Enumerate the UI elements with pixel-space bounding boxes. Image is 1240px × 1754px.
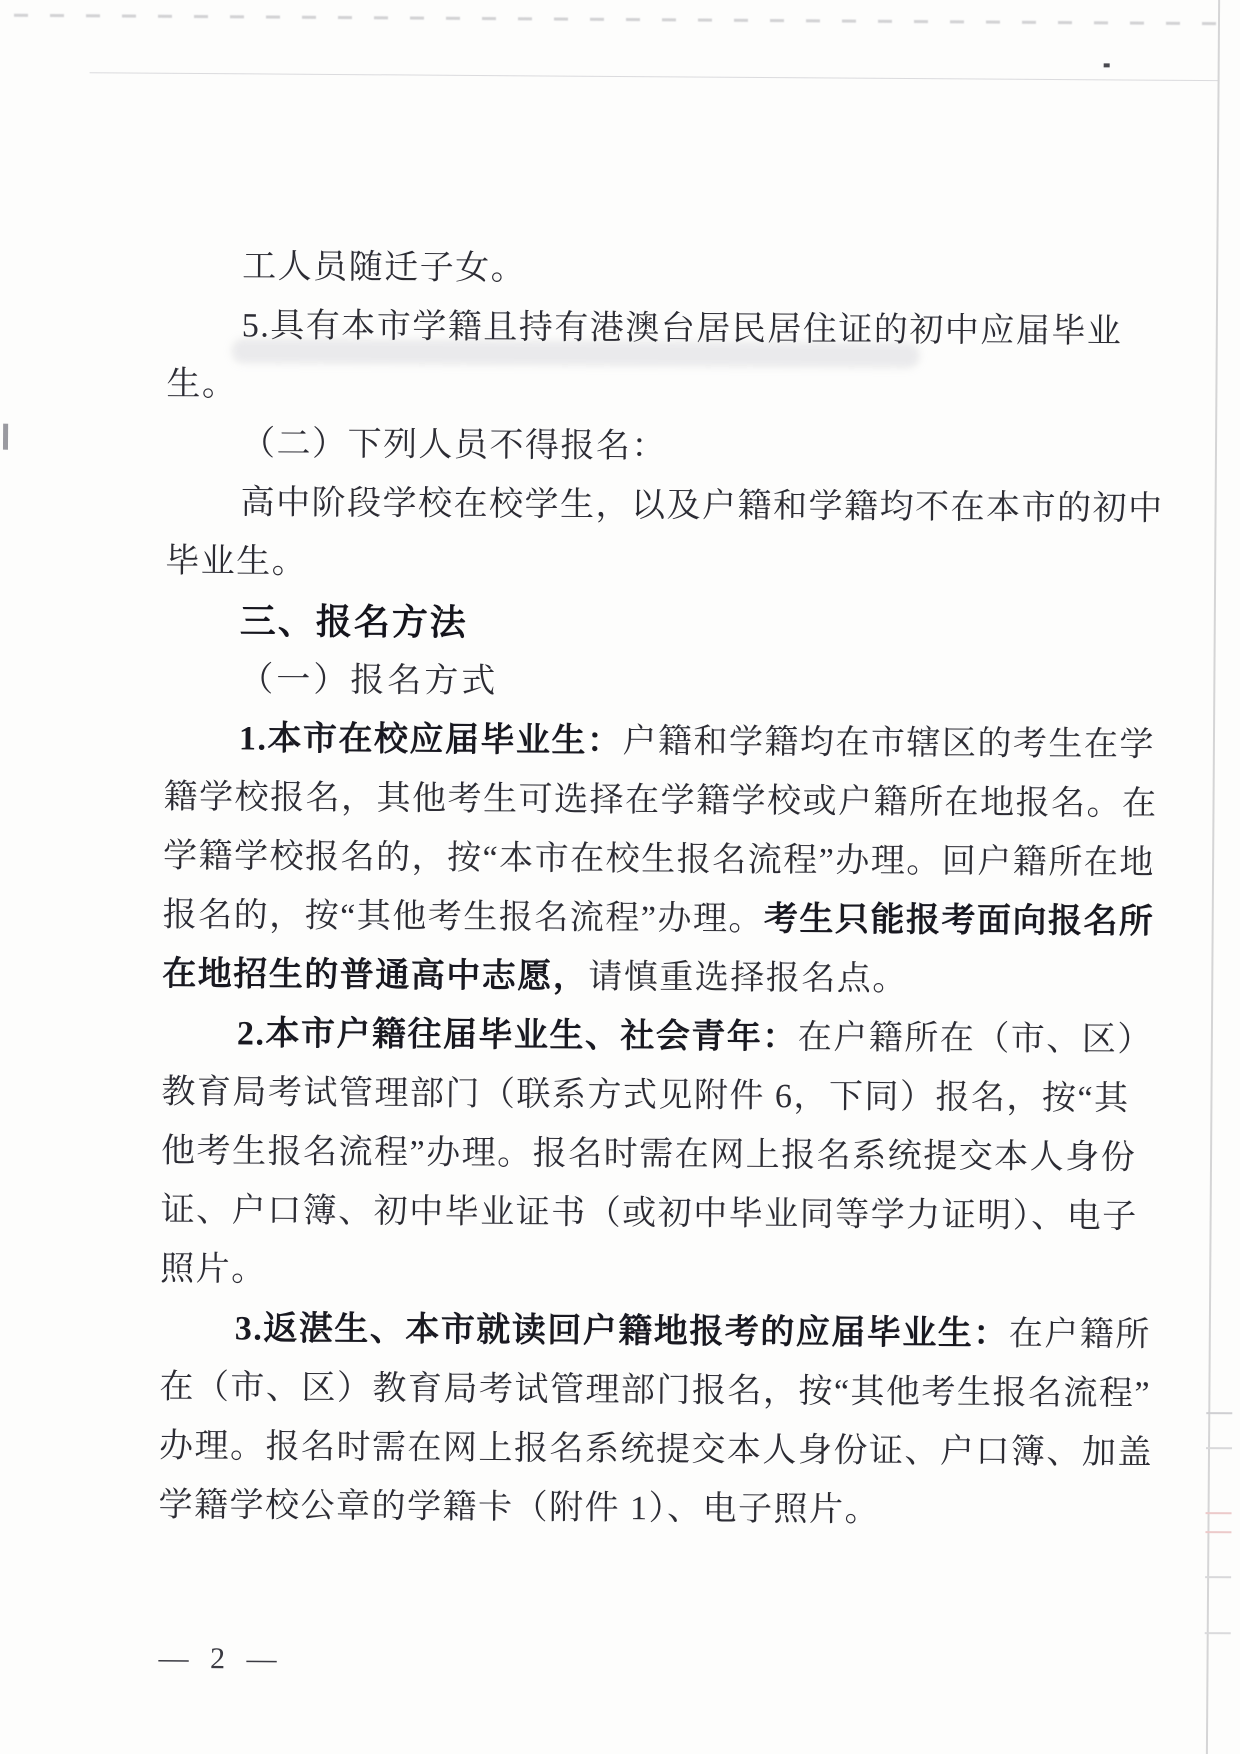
scan-tick-artifact: [1205, 1632, 1231, 1634]
text-line: [163, 768, 1168, 834]
bold-text-segment: 3.返湛生、本市就读回户籍地报考的应届毕业生：: [234, 1310, 1009, 1353]
text-line: [162, 945, 1167, 1011]
paper-edge-line: [1206, 0, 1220, 1754]
text-segment: 高中阶段学校在校学生，以及户籍和学籍均不在本市的初中: [240, 484, 1164, 528]
subsection-heading: [164, 650, 1169, 716]
text-line: [163, 886, 1168, 952]
scan-hairline-artifact: [90, 72, 1220, 81]
text-segment: 在（市、区）教育局考试管理部门报名，按“其他考生报名流程”: [159, 1368, 1152, 1413]
text-segment: 他考生报名流程”办理。报名时需在网上报名系统提交本人身份: [160, 1132, 1137, 1177]
text-line: [163, 827, 1168, 893]
text-line: [159, 1417, 1164, 1483]
text-segment: 学籍学校报名的，按“本市在校生报名流程”办理。回户籍所在地: [163, 837, 1155, 882]
scan-tick-artifact: [1206, 1512, 1232, 1514]
text-line: [161, 1063, 1166, 1129]
text-line: [162, 1004, 1167, 1070]
text-line: [161, 1122, 1166, 1188]
text-segment: （一）报名方式: [239, 661, 499, 701]
scan-tick-artifact: [1205, 1531, 1231, 1533]
text-segment: 毕业生。: [165, 542, 308, 581]
text-line: [166, 355, 1171, 421]
text-line: [158, 1476, 1163, 1542]
page-number: — 2 —: [158, 1641, 279, 1676]
scan-tick-artifact: [1205, 1576, 1231, 1578]
text-line: [164, 709, 1169, 775]
bold-text-segment: 考生只能报考面向报名所: [763, 901, 1155, 941]
text-segment: 请慎重选择报名点。: [588, 958, 908, 999]
bold-text-segment: 1.本市在校应届毕业生：: [238, 720, 623, 761]
text-line: [165, 532, 1170, 598]
text-line: [160, 1181, 1165, 1247]
text-segment: 报名的，按“其他考生报名流程”办理。: [162, 896, 765, 939]
text-line: [167, 296, 1172, 362]
text-line: [167, 237, 1172, 303]
text-segment: 在户籍所: [1008, 1315, 1151, 1354]
text-segment: 户籍和学籍均在市辖区的考生在学: [622, 723, 1156, 764]
text-segment: 工人员随迁子女。: [242, 248, 527, 288]
bold-text-segment: 在地招生的普通高中志愿，: [162, 955, 589, 996]
bold-text-segment: 三、报名方法: [239, 600, 468, 643]
scan-edge-nick-artifact: [3, 424, 8, 450]
text-line: [165, 473, 1170, 539]
text-segment: 籍学校报名，其他考生可选择在学籍学校或户籍所在地报名。在: [163, 778, 1158, 823]
text-line: [160, 1240, 1165, 1306]
text-segment: 教育局考试管理部门（联系方式见附件 6，下同）报名，按“其: [161, 1073, 1130, 1118]
scan-tick-artifact: [1206, 1447, 1232, 1449]
text-segment: （二）下列人员不得报名：: [240, 425, 668, 466]
document-body: [158, 237, 1172, 1542]
text-segment: 照片。: [160, 1250, 267, 1289]
section-heading: [165, 591, 1170, 657]
text-line: [160, 1299, 1165, 1365]
text-segment: 生。: [166, 365, 238, 404]
bold-text-segment: 2.本市户籍往届毕业生、社会青年：: [236, 1015, 799, 1057]
scan-tick-artifact: [1206, 1412, 1232, 1414]
text-segment: 在户籍所在（市、区）: [797, 1019, 1154, 1059]
text-segment: 学籍学校公章的学籍卡（附件 1）、电子照片。: [158, 1486, 881, 1529]
text-segment: 5.具有本市学籍且持有港澳台居民居住证的初中应届毕业: [241, 307, 1123, 351]
clause-heading: [166, 414, 1171, 480]
scan-smear-artifact: [14, 14, 1218, 25]
text-line: [159, 1358, 1164, 1424]
scan-speck-artifact: [1104, 63, 1110, 67]
text-segment: 办理。报名时需在网上报名系统提交本人身份证、户口簿、加盖: [158, 1427, 1154, 1472]
text-segment: 证、户口簿、初中毕业证书（或初中毕业同等学力证明）、电子: [160, 1191, 1138, 1236]
